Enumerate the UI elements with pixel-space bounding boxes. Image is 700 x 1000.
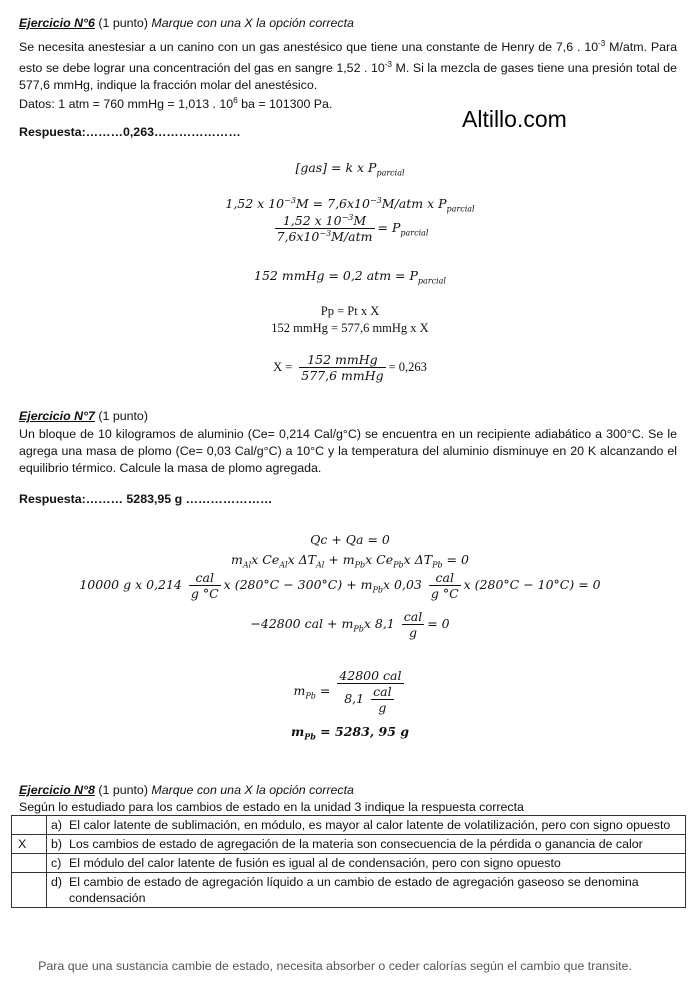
option-mark-cell[interactable] [12,816,47,835]
eq-text: x 0,03 [383,577,422,592]
ex6-eq2 [0,196,700,214]
eq-text: −42800 cal + m [250,616,354,631]
eq-text: X = [273,360,293,374]
eq-sub: parcial [446,204,475,214]
ex6-eq1 [0,160,700,178]
option-text: Los cambios de estado de agregación de la materia son consecuencia de la pérdida o ganancia de calor [65,835,686,854]
fraction [337,668,403,715]
ex6-eq4 [0,268,700,286]
ex7-eq2: $m_{Al}x$ $Ce_{Al}x$ $\Delta T_{Al} + m_{Pb}x$ $Ce_{Pb}x$ $\Delta T_{Pb} = 0$ [231,552,469,570]
eq-text: + m [324,552,355,567]
eq-text: = 5283, 95 g [315,724,409,739]
eq-sub: Pb [305,691,316,701]
eq-den: g [408,625,417,640]
ex7-points: (1 punto) [98,409,148,423]
eq-sub: Al [242,560,252,570]
eq-num: 42800 cal [339,668,402,683]
eq-num: 152 mmHg [299,352,385,368]
eq-text: = 0 [427,616,450,631]
eq-text: 10000 g x 0,214 [79,577,182,592]
option-mark-cell[interactable]: X [12,835,47,854]
eq-text: ΔT [410,552,433,567]
option-mark-cell[interactable] [12,854,47,873]
eq-text: 1,52 x 10 [282,213,342,229]
ex7-answer: Respuesta:……… 5283,95 g ………………… [19,492,273,506]
eq-text: x [403,552,411,567]
eq-den: 577,6 mmHg [301,368,384,383]
eq-text: M [353,213,367,229]
ex6-eq7 [0,352,700,383]
ex8-options-table [11,815,686,908]
eq-sub: Al [279,560,288,570]
option-text: El calor latente de sublimación, en módulo, es mayor al calor latente de volatilización, pero con signo opuesto [65,816,686,835]
eq-text: m [231,552,243,567]
eq-text: x [251,552,259,567]
eq-text: 8,1 [344,691,365,706]
option-mark-cell[interactable] [12,873,47,908]
ex6-eq6: 152 mmHg = 577,6 mmHg x X [271,321,429,335]
eq-den: g °C [430,586,459,601]
ex6-data [19,92,677,113]
eq-sup: −3 [369,196,382,205]
fraction [371,684,393,715]
fraction [275,213,375,244]
eq-text: Ce [372,552,394,567]
eq-text: Ce [258,552,280,567]
ex6-text-1: Se necesita anestesiar a un canino con un gas anestésico que tiene una constante de Henry de 7,6 . 10 [19,40,599,55]
option-row[interactable] [12,835,686,854]
ex6-heading: Ejercicio N°6 [19,16,95,30]
option-row[interactable] [12,816,686,835]
eq-text: 1,52 x 10 [225,196,285,212]
option-row[interactable] [12,854,686,873]
eq-sup: −3 [284,196,296,205]
option-text: El módulo del calor latente de fusión es igual al de condensación, pero con signo opuesto [65,854,686,873]
option-text: El cambio de estado de agregación líquido a un cambio de estado de agregación gaseoso se denomina condensación [65,873,686,908]
eq-sub: Pb [432,560,443,570]
fraction [189,570,221,601]
ex6-title [19,15,677,32]
eq-sub: Pb [354,560,366,570]
eq-num: cal [429,570,461,586]
eq-text: x (280°C − 300°C) + m [223,577,373,592]
eq-sub: Pb [372,585,384,595]
ex7-eq5: $m_{Pb}$ = 42800 cal 8,1 $\frac{\text{cal}}{g}$ [293,668,402,715]
fraction [299,352,385,383]
eq-sub: Pb [393,560,404,570]
eq-text: 7,6x10 [276,229,320,245]
option-letter: d) [47,873,66,908]
ex6-text-2: M/atm. Para esto se debe lograr una concentración del gas en sangre 1,52 . 10 [19,40,678,76]
ex6-points: (1 punto) [98,16,148,30]
eq-sup: −3 [319,229,332,239]
eq-text: x 8,1 [363,616,395,631]
ex6-instruction: Marque con una X la opción correcta [151,16,354,30]
eq-text: ΔT [294,552,316,567]
eq-num: cal [373,684,392,699]
eq-text: = P [377,220,401,236]
ex7-title [19,408,677,425]
ex8-title [19,782,677,799]
ex7-result [0,724,700,742]
fraction [402,609,424,640]
ex6-eq3 [0,213,700,244]
fraction [429,570,461,601]
ex8-note: Para que una sustancia cambie de estado, necesita absorber o ceder calorías según el cambio que transite. [38,959,632,973]
eq-sub: parcial [400,228,429,238]
ex8-points: (1 punto) [98,783,148,797]
eq-den: g [378,700,387,715]
eq-text: x (280°C − 10°C) = 0 [463,577,601,592]
ex7-eq1: Qc + Qa = 0 [310,532,390,547]
eq-text: x [287,552,295,567]
eq-sup: −3 [341,213,354,222]
eq-sub: parcial [376,168,405,178]
ex6-answer: Respuesta:………0,263………………… [19,125,241,139]
altillo-brand[interactable]: Altillo.com [462,106,567,132]
ex6-text-3: M. Si la mezcla de gases tiene una presión total de 577,6 mmHg, indique la fracción molar del anestésico. [19,61,677,93]
option-letter: c) [47,854,66,873]
ex7-eq3 [0,570,690,601]
ex6-eq5: Pp = Pt x X [320,304,380,318]
ex8-prompt: Según lo estudiado para los cambios de estado en la unidad 3 indique la respuesta correcta [19,800,524,814]
ex8-heading: Ejercicio N°8 [19,783,95,797]
eq-text: M/atm [331,229,373,245]
eq-sub: Al [316,560,325,570]
eq-text: [gas] = k x P [295,160,377,175]
eq-sub: Pb [304,731,316,742]
eq-text: = 0,263 [388,360,427,374]
ex6-data-exp: 6 [233,96,238,105]
ex6-data-a: Datos: 1 atm = 760 mmHg = 1,013 . 10 [19,97,234,112]
ex7-eq4 [0,609,700,640]
ex7-heading: Ejercicio N°7 [19,409,95,423]
eq-sub: Pb [353,624,364,634]
ex8-instruction: Marque con una X la opción correcta [151,783,354,797]
eq-text: x [365,552,373,567]
eq-num: cal [189,570,221,586]
option-letter: b) [47,835,66,854]
eq-text: M = 7,6x10 [295,196,370,212]
eq-text: m [290,724,305,739]
eq-den: g °C [190,586,219,601]
eq-text: M/atm x P [381,196,447,212]
eq-sub: parcial [417,276,446,286]
eq-num: cal [403,609,423,624]
ex6-exp-1: -3 [598,39,606,48]
option-letter: a) [47,816,66,835]
ex6-exp-2: -3 [384,60,392,70]
ex6-statement [19,35,677,94]
eq-text: m [293,683,306,698]
option-row[interactable] [12,873,686,908]
ex7-statement: Un bloque de 10 kilogramos de aluminio (Ce= 0,214 Cal/g°C) se encuentra en un recipiente adiabático a 300°C. Se le agrega una masa de plomo (Ce= 0,03 Cal/g°C) a 10°C y la temperatura del aluminio disminuye en 20 K alcanzando el equilibrio térmico. Calcule la masa de plomo agregada. [19,427,677,475]
eq-text: 152 mmHg = 0,2 atm = P [254,268,418,283]
ex6-data-b: ba = 101300 Pa. [237,97,333,112]
